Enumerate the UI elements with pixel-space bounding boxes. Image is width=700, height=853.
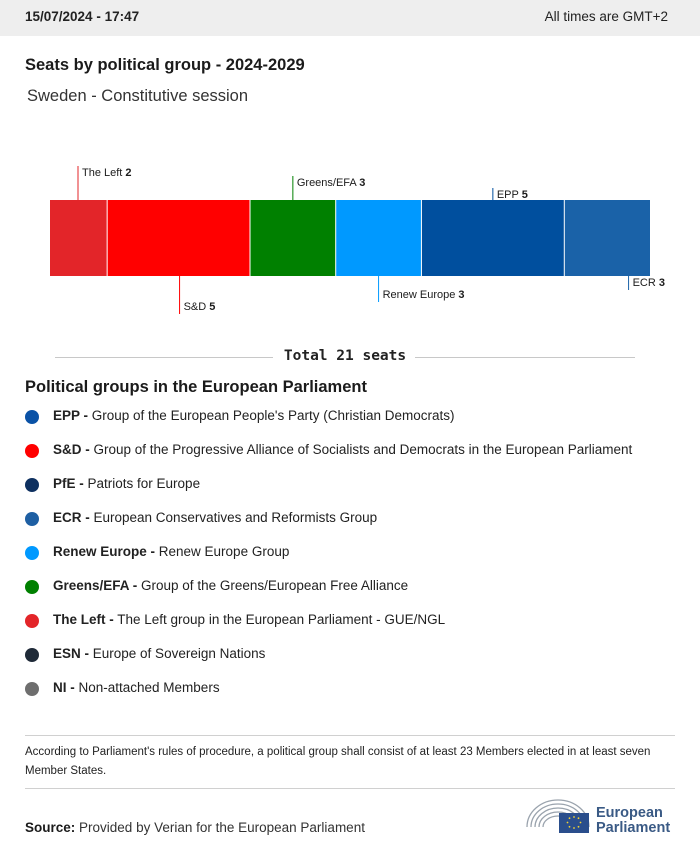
legend-abbr: PfE - bbox=[53, 476, 84, 491]
legend-name: Patriots for Europe bbox=[83, 476, 201, 491]
bar-s-d bbox=[107, 200, 250, 276]
data-label bbox=[184, 301, 216, 313]
legend-item bbox=[25, 643, 685, 677]
legend-text bbox=[53, 544, 289, 559]
legend-abbr: ESN - bbox=[53, 646, 90, 661]
legend-text bbox=[53, 408, 455, 423]
logo-word-european: European bbox=[596, 805, 663, 821]
legend-name: Group of the European People's Party (Christian Democrats) bbox=[88, 408, 455, 423]
legend-item bbox=[25, 405, 685, 439]
legend-abbr: S&D - bbox=[53, 442, 90, 457]
legend-item bbox=[25, 507, 685, 541]
total-seats-label: Total 21 seats bbox=[283, 348, 407, 364]
divider bbox=[25, 735, 675, 736]
legend-text bbox=[53, 476, 200, 491]
data-label-value: 3 bbox=[658, 277, 665, 289]
legend-text bbox=[53, 578, 408, 593]
legend-name: Renew Europe Group bbox=[155, 544, 290, 559]
data-label-value: 2 bbox=[125, 167, 132, 179]
legend-item bbox=[25, 473, 685, 507]
legend-item bbox=[25, 541, 685, 575]
legend-text bbox=[53, 442, 632, 457]
data-label-name: Renew Europe bbox=[382, 289, 459, 301]
legend-color-dot bbox=[25, 512, 39, 526]
legend-text bbox=[53, 510, 377, 525]
data-label bbox=[383, 289, 465, 301]
legend-name: Group of the Progressive Alliance of Socialists and Democrats in the European Parliament bbox=[89, 442, 633, 457]
legend-item bbox=[25, 439, 685, 473]
legend-text bbox=[53, 680, 220, 695]
bar-ecr bbox=[564, 200, 650, 276]
legend-name: Non-attached Members bbox=[74, 680, 220, 695]
total-seats bbox=[55, 345, 635, 369]
bar-epp bbox=[421, 200, 564, 276]
european-parliament-logo bbox=[525, 797, 685, 839]
group-legend bbox=[25, 405, 685, 711]
legend-item bbox=[25, 609, 685, 643]
legend-color-dot bbox=[25, 410, 39, 424]
seats-chart bbox=[0, 150, 700, 330]
legend-text bbox=[53, 612, 445, 627]
legend-abbr: ECR - bbox=[53, 510, 90, 525]
source-line bbox=[25, 820, 365, 835]
data-label-name: EPP bbox=[496, 189, 522, 201]
legend-abbr: Renew Europe - bbox=[53, 544, 156, 559]
divider bbox=[25, 788, 675, 789]
legend-name: European Conservatives and Reformists Group bbox=[89, 510, 378, 525]
groups-heading: Political groups in the European Parliament bbox=[25, 378, 367, 396]
legend-color-dot bbox=[25, 444, 39, 458]
source-text: Provided by Verian for the European Parliament bbox=[79, 820, 365, 835]
chart-subtitle: Sweden - Constitutive session bbox=[27, 87, 249, 105]
data-label bbox=[297, 177, 366, 189]
legend-abbr: Greens/EFA - bbox=[53, 578, 138, 593]
data-label-name: ECR bbox=[632, 277, 659, 289]
data-label-name: S&D bbox=[183, 301, 210, 313]
parliament-hemicycle-icon bbox=[525, 797, 591, 835]
datetime: 15/07/2024 - 17:47 bbox=[25, 9, 140, 24]
bar-renew-europe bbox=[336, 200, 422, 276]
data-label bbox=[633, 277, 665, 289]
timezone-note: All times are GMT+2 bbox=[544, 9, 668, 24]
data-label-value: 5 bbox=[209, 301, 216, 313]
legend-abbr: EPP - bbox=[53, 408, 89, 423]
legend-abbr: The Left - bbox=[53, 612, 114, 627]
top-bar bbox=[0, 0, 700, 36]
legend-item bbox=[25, 677, 685, 711]
chart-title: Seats by political group - 2024-2029 bbox=[25, 56, 305, 74]
data-label-name: Greens/EFA bbox=[296, 177, 360, 189]
legend-item bbox=[25, 575, 685, 609]
legend-abbr: NI - bbox=[53, 680, 75, 695]
legend-color-dot bbox=[25, 546, 39, 560]
total-divider-right bbox=[415, 357, 635, 358]
source-label: Source: bbox=[25, 820, 76, 835]
legend-color-dot bbox=[25, 580, 39, 594]
legend-text bbox=[53, 646, 265, 661]
legend-color-dot bbox=[25, 614, 39, 628]
logo-word-parliament: Parliament bbox=[596, 820, 671, 836]
data-label-value: 3 bbox=[359, 177, 366, 189]
data-label bbox=[82, 167, 132, 179]
data-label-value: 5 bbox=[521, 189, 528, 201]
legend-color-dot bbox=[25, 478, 39, 492]
bar-greens-efa bbox=[250, 200, 336, 276]
eu-flag-icon bbox=[559, 813, 589, 833]
rules-note: According to Parliament's rules of procedure, a political group shall consist of at least 23 Members elected in at least seven Member States. bbox=[25, 746, 651, 777]
data-label bbox=[497, 189, 528, 201]
bar-the-left bbox=[50, 200, 107, 276]
legend-name: The Left group in the European Parliament - GUE/NGL bbox=[113, 612, 446, 627]
legend-name: Group of the Greens/European Free Alliance bbox=[137, 578, 409, 593]
data-label-value: 3 bbox=[458, 289, 465, 301]
data-label-name: The Left bbox=[82, 167, 126, 179]
legend-color-dot bbox=[25, 682, 39, 696]
legend-color-dot bbox=[25, 648, 39, 662]
legend-name: Europe of Sovereign Nations bbox=[89, 646, 266, 661]
